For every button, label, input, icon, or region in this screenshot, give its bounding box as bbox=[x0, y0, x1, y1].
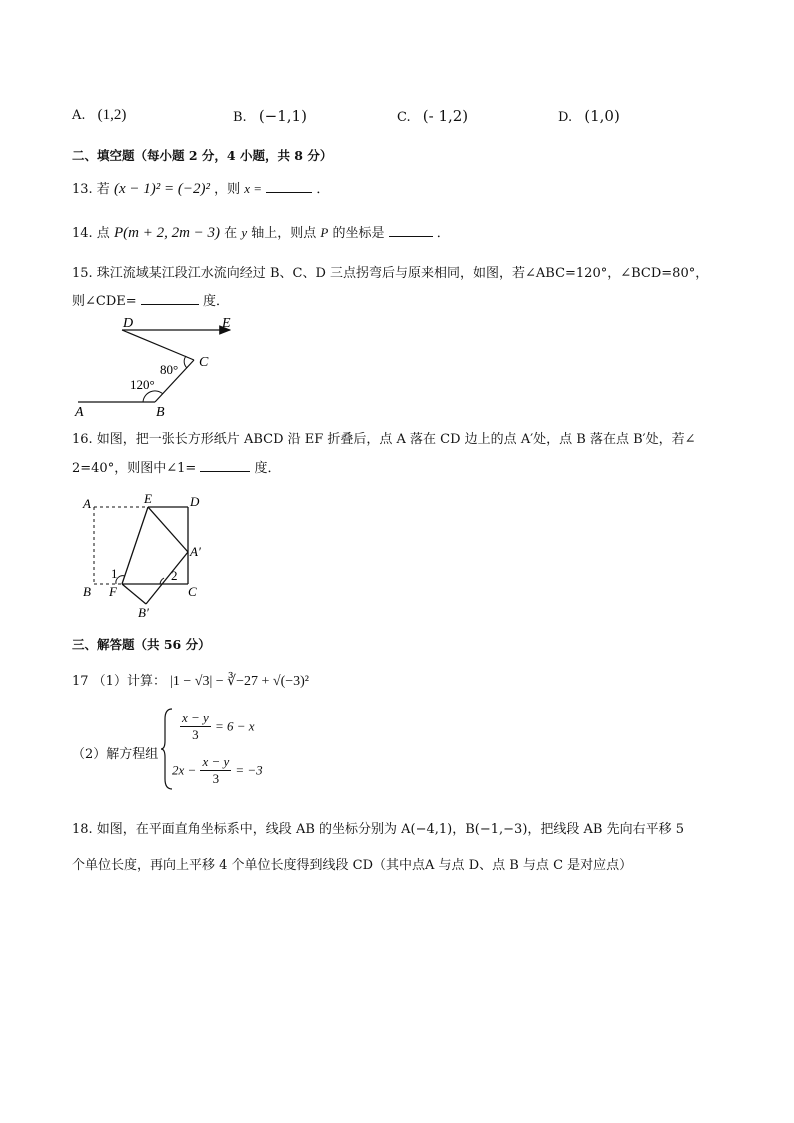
q13-expression: (x − 1)² = (−2)² bbox=[113, 181, 210, 197]
option-c-letter: C. bbox=[397, 110, 411, 125]
segment-a2b2 bbox=[146, 552, 188, 604]
q13-end: ． bbox=[316, 182, 330, 197]
option-d bbox=[558, 107, 620, 125]
q18-line1: 18. 如图，在平面直角坐标系中，线段 AB 的坐标分别为 A(−4,1)，B(−1,−3)，把线段 AB 先向右平移 5 bbox=[72, 822, 685, 837]
q14-axis: y bbox=[241, 225, 248, 240]
q13-number: 13. 若 bbox=[72, 182, 110, 197]
label-b-prime: B′ bbox=[138, 605, 149, 620]
q16-line2-suffix: 度． bbox=[254, 461, 281, 476]
q14-t2: 轴上，则点 bbox=[251, 226, 317, 241]
q17-part1-expression: |1 − √3| − ∛−27 + √(−3)² bbox=[170, 674, 309, 689]
label-c: C bbox=[199, 355, 209, 370]
label-b: B bbox=[83, 584, 91, 599]
eq1-rest: = 6 − x bbox=[214, 718, 255, 734]
question-14 bbox=[72, 222, 450, 242]
q15-line2-suffix: 度． bbox=[202, 294, 229, 309]
q16-figure bbox=[78, 490, 218, 625]
segment-dc bbox=[122, 330, 194, 360]
option-d-letter: D. bbox=[558, 110, 573, 125]
q18-line2: 个单位长度，再向上平移 4 个单位长度得到线段 CD（其中点A 与点 D、点 B 与点 C 是对应点） bbox=[72, 858, 633, 873]
label-a: A bbox=[83, 496, 91, 511]
q14-t1: 在 bbox=[224, 226, 238, 241]
label-e: E bbox=[222, 316, 231, 331]
q14-number: 14. 点 bbox=[72, 226, 110, 241]
q17-part2-label: （2）解方程组 bbox=[72, 747, 159, 762]
q15-line1: 15. 珠江流域某江段江水流向经过 B、C、D 三点拐弯后与原来相同，如图，若∠ABC=120°，∠BCD=80°， bbox=[72, 266, 709, 281]
label-e: E bbox=[144, 491, 152, 506]
eq1-denominator: 3 bbox=[192, 727, 199, 742]
label-angle-1: 1 bbox=[111, 566, 118, 581]
eq2-numerator: x − y bbox=[202, 754, 230, 769]
q15-answer-blank[interactable] bbox=[141, 304, 199, 305]
q17-part1 bbox=[72, 670, 309, 690]
arc-angle-c bbox=[184, 356, 187, 368]
q16-line2 bbox=[72, 457, 281, 476]
eq1-fraction bbox=[180, 710, 211, 743]
label-d: D bbox=[190, 494, 200, 509]
label-d: D bbox=[123, 316, 134, 331]
label-f: F bbox=[109, 584, 117, 599]
option-a-value: (1,2) bbox=[97, 107, 127, 123]
label-angle-c: 80° bbox=[160, 362, 179, 377]
eq1-numerator: x − y bbox=[182, 710, 209, 725]
q13-answer-blank[interactable] bbox=[266, 192, 312, 193]
q13-var: x = bbox=[244, 181, 263, 196]
option-b bbox=[233, 107, 307, 125]
q16-answer-blank[interactable] bbox=[200, 471, 250, 472]
section-2-title: 二、填空题（每小题 2 分，4 小题，共 8 分） bbox=[72, 148, 333, 163]
option-b-value: (−1,1) bbox=[258, 107, 307, 125]
eq2-denominator: 3 bbox=[212, 771, 220, 786]
q17-part1-label: 17 （1）计算： bbox=[72, 674, 166, 689]
label-angle-b: 120° bbox=[130, 377, 155, 392]
q14-end: ． bbox=[436, 226, 450, 241]
option-a-letter: A. bbox=[72, 108, 86, 123]
label-c: C bbox=[188, 584, 197, 599]
fold-line-ef bbox=[122, 507, 148, 584]
option-c-value: (- 1,2) bbox=[422, 107, 469, 125]
label-a: A bbox=[75, 405, 84, 420]
option-a bbox=[72, 107, 126, 124]
segment-fb2 bbox=[122, 584, 146, 604]
q14-point: P bbox=[320, 225, 329, 240]
segment-ea2 bbox=[148, 507, 188, 552]
eq2-rest: = −3 bbox=[235, 762, 263, 778]
label-angle-2: 2 bbox=[171, 568, 178, 583]
q13-mid: ，则 bbox=[214, 182, 241, 197]
label-b: B bbox=[156, 405, 165, 420]
q14-t3: 的坐标是 bbox=[332, 226, 385, 241]
option-d-value: (1,0) bbox=[584, 107, 620, 125]
equation-1 bbox=[180, 710, 255, 743]
option-c bbox=[397, 107, 468, 125]
q15-figure bbox=[70, 310, 250, 420]
q16-line2-prefix: 2=40°，则图中∠1= bbox=[72, 461, 197, 476]
label-a-prime: A′ bbox=[190, 544, 201, 559]
section-3-title: 三、解答题（共 56 分） bbox=[72, 637, 211, 652]
q14-answer-blank[interactable] bbox=[389, 236, 433, 237]
eq2-fraction bbox=[200, 754, 231, 787]
q16-line1: 16. 如图，把一张长方形纸片 ABCD 沿 EF 折叠后，点 A 落在 CD 边上的点 A′处，点 B 落在点 B′处，若∠ bbox=[72, 432, 696, 447]
eq2-prefix: 2x − bbox=[172, 762, 197, 778]
equation-2 bbox=[172, 754, 263, 787]
option-b-letter: B. bbox=[233, 110, 247, 125]
q14-expression: P(m + 2, 2m − 3) bbox=[113, 225, 221, 241]
q15-line2-prefix: 则∠CDE= bbox=[72, 294, 137, 309]
q15-line2 bbox=[72, 290, 229, 309]
question-13 bbox=[72, 178, 329, 198]
